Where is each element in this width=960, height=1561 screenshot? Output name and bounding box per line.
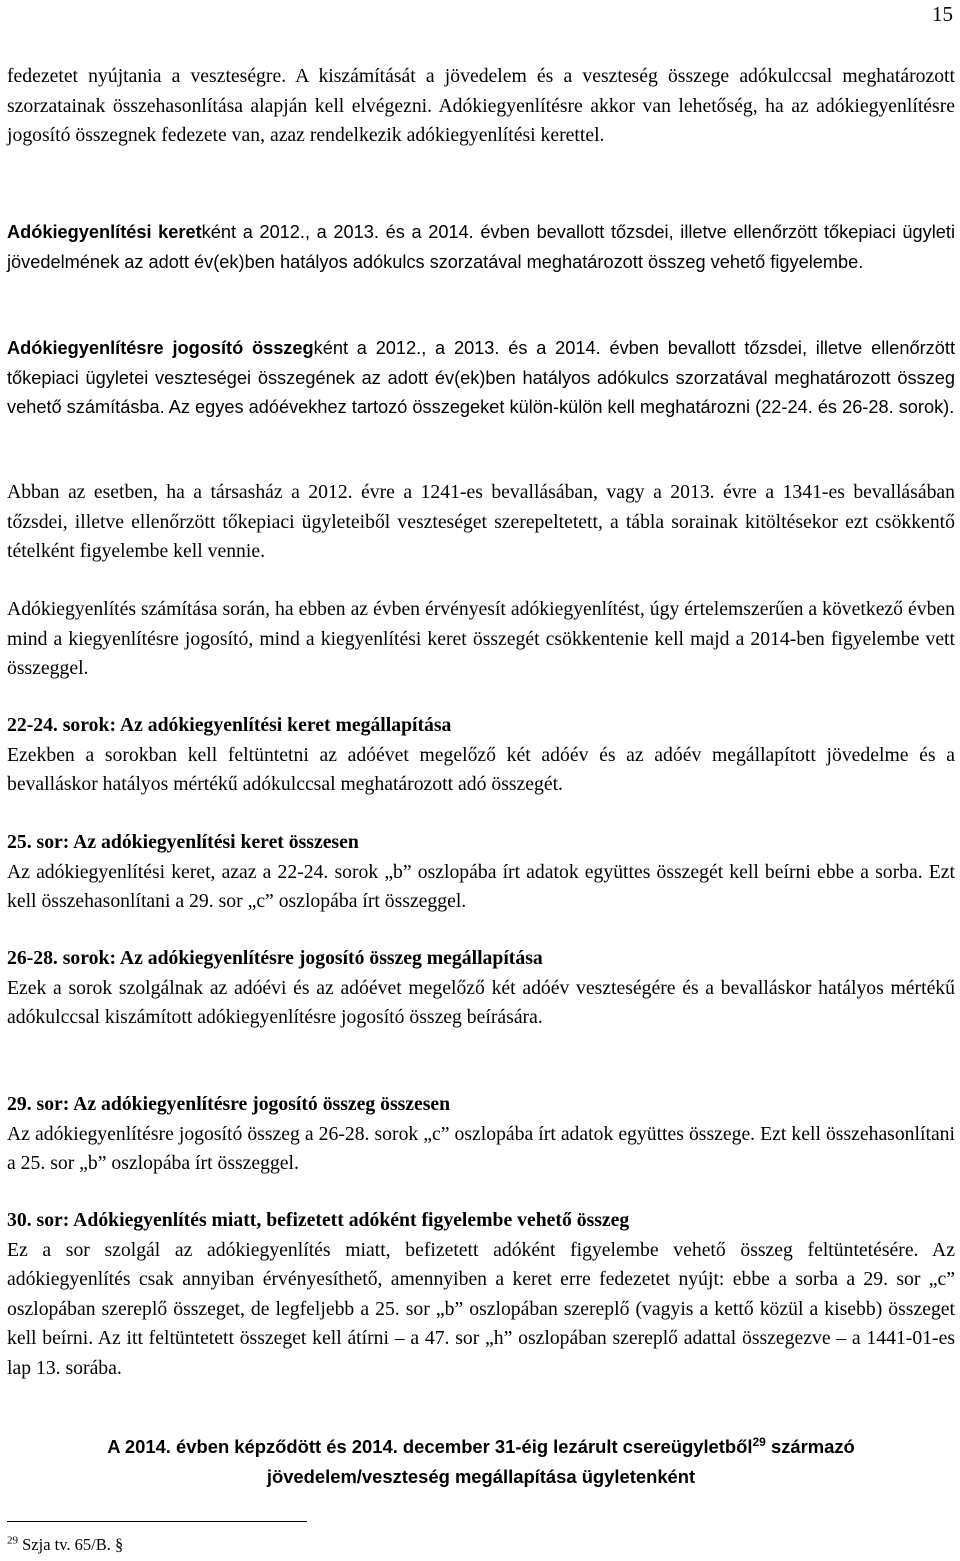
section-29-text: Az adókiegyenlítésre jogosító összeg a 26-28. sorok „c” oszlopába írt adatok együttes összege. Ezt kell összehasonlítani a 25. sor „b” oszlopába írt összeggel. — [7, 1122, 955, 1174]
table-title-line1-start: A 2014. évben képződött és 2014. december 31-éig lezárult csereügyletből — [107, 1436, 753, 1457]
jogosito-term: Adókiegyenlítésre jogosító összeg — [7, 338, 314, 358]
section-29 — [7, 1090, 955, 1179]
footnote-separator — [7, 1521, 307, 1522]
section-26-28-text: Ezek a sorok szolgálnak az adóévi és az adóévet megelőző két adóév veszteségére és a bevalláskor hatályos mértékű adókulccsal kiszámított adókiegyenlítésre jogosító összeg beírására. — [7, 976, 955, 1028]
intro-paragraph — [7, 62, 955, 151]
keret-term: Adókiegyenlítési keret — [7, 222, 202, 242]
section-22-24 — [7, 711, 955, 800]
table-title — [7, 1432, 955, 1492]
footnote — [7, 1535, 123, 1555]
section-30-text: Ez a sor szolgál az adókiegyenlítés miatt, befizetett adóként figyelembe vehető összeg feltüntetésére. Az adókiegyenlítés csak annyiban érvényesíthető, amennyiben a keret erre fedezetet nyújt: ebbe a sorba a 29. sor „c” oszlopában szereplő összeget, de legfeljebb a 25. sor „b” oszlopában szereplő (vagyis a kettő közül a kisebb) összeget kell beírni. Az itt feltüntetett összeget kell átírni – a 47. sor „h” oszlopában szereplő adattal összegezve – a 1441-01-es lap 13. sorába. — [7, 1238, 955, 1379]
section-22-24-text: Ezekben a sorokban kell feltüntetni az adóévet megelőző két adóév és az adóév megállapított jövedelme és a bevalláskor hatályos mértékű adókulccsal meghatározott adó összegét. — [7, 743, 955, 795]
section-25-heading: 25. sor: Az adókiegyenlítési keret összesen — [7, 831, 359, 853]
tarsashaz-text: Abban az esetben, ha a társasház a 2012. évre a 1241-es bevallásában, vagy a 2013. évre a 1341-es bevallásában tőzsdei, illetve ellenőrzött tőkepiaci ügyleteiből veszteséget szerepeltetett, a tábla sorainak kitöltésekor ezt csökkentő tételként figyelembe kell vennie. — [7, 481, 955, 562]
section-25-text: Az adókiegyenlítési keret, azaz a 22-24. sorok „b” oszlopába írt adatok együttes összegét kell beírni ebbe a sorba. Ezt kell összehasonlítani a 29. sor „c” oszlopába írt összeggel. — [7, 860, 955, 912]
section-29-heading: 29. sor: Az adókiegyenlítésre jogosító összeg összesen — [7, 1093, 451, 1115]
section-30 — [7, 1206, 955, 1383]
jogosito-paragraph — [7, 334, 955, 423]
footnote-reference[interactable]: 29 — [752, 1434, 766, 1449]
tarsashaz-paragraph — [7, 478, 955, 567]
szamitas-paragraph — [7, 595, 955, 684]
keret-text: ként a 2012., a 2013. és a 2014. évben bevallott tőzsdei, illetve ellenőrzött tőkepiaci ügyleti jövedelmének az adott év(ek)ben hatályos adókulcs szorzatával meghatározott összeg vehető figyelembe. — [7, 222, 955, 272]
intro-text: fedezetet nyújtania a veszteségre. A kiszámítását a jövedelem és a veszteség összege adókulccsal meghatározott szorzatainak összehasonlítása alapján kell elvégezni. Adókiegyenlítésre akkor van lehetőség, ha az adókiegyenlítésre jogosító összegnek fedezete van, azaz rendelkezik adókiegyenlítési kerettel. — [7, 65, 955, 146]
footnote-text: Szja tv. 65/B. § — [18, 1535, 124, 1554]
keret-paragraph — [7, 218, 955, 277]
section-26-28 — [7, 944, 955, 1033]
page-number: 15 — [932, 2, 953, 26]
table-title-line1-end: származó — [765, 1436, 855, 1457]
section-30-heading: 30. sor: Adókiegyenlítés miatt, befizetett adóként figyelembe vehető összeg — [7, 1209, 630, 1231]
jogosito-text: ként a 2012., a 2013. és a 2014. évben bevallott tőzsdei, illetve ellenőrzött tőkepiaci ügyletei veszteségei összegének az adott év(ek)ben hatályos adókulcs szorzatával meghatározott összeg vehető számításba. Az egyes adóévekhez tartozó összegeket külön-külön kell meghatározni (22-24. és 26-28. sorok). — [7, 338, 955, 417]
footnote-number: 29 — [7, 1534, 18, 1547]
table-title-line2: jövedelem/veszteség megállapítása ügyletenként — [266, 1466, 696, 1487]
szamitas-text: Adókiegyenlítés számítása során, ha ebben az évben érvényesít adókiegyenlítést, úgy értelemszerűen a következő évben mind a kiegyenlítésre jogosító, mind a kiegyenlítési keret összegét csökkentenie kell majd a 2014-ben figyelembe vett összeggel. — [7, 598, 955, 679]
section-25 — [7, 828, 955, 917]
section-22-24-heading: 22-24. sorok: Az adókiegyenlítési keret megállapítása — [7, 714, 452, 736]
section-26-28-heading: 26-28. sorok: Az adókiegyenlítésre jogosító összeg megállapítása — [7, 947, 543, 969]
